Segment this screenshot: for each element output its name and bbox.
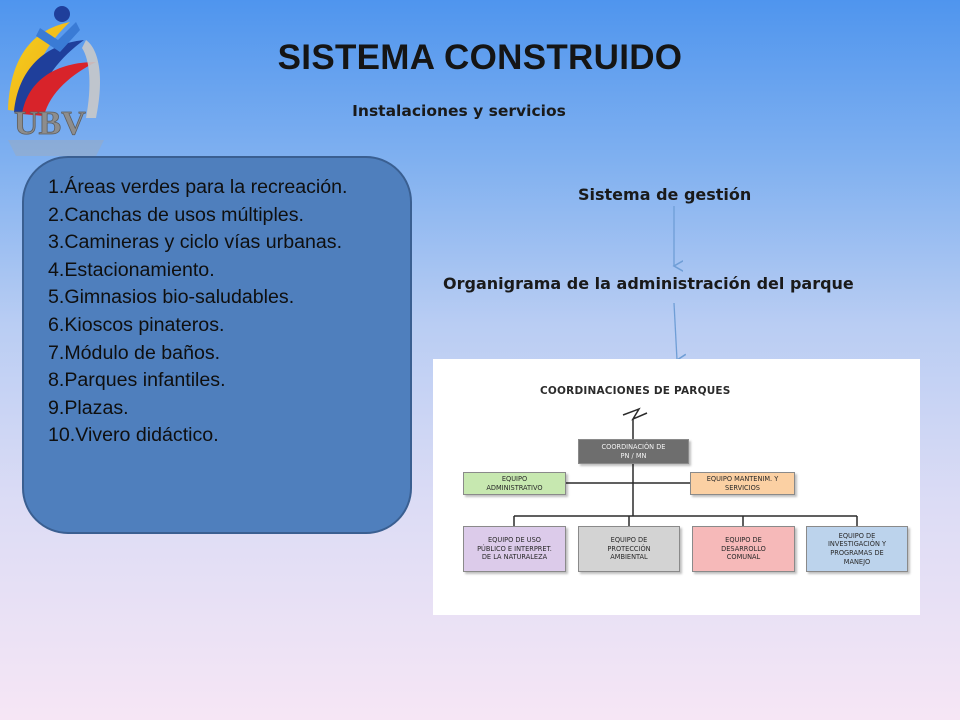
list-item: 1.Áreas verdes para la recreación. xyxy=(48,176,348,198)
list-item: 2.Canchas de usos múltiples. xyxy=(48,203,304,226)
list-item: 7.Módulo de baños. xyxy=(48,341,221,364)
arrow-down-icon xyxy=(674,303,677,360)
org-chart-image xyxy=(433,359,920,615)
org-box-label: EQUIPO DE INVESTIGACIÓN Y PROGRAMAS DE MANEJO xyxy=(827,531,886,566)
org-box-label: EQUIPO DE USO PÚBLICO E INTERPRET. DE LA NATURALEZA xyxy=(477,536,552,562)
list-item: 6.Kioscos pinateros. xyxy=(48,313,225,336)
org-box-public-use xyxy=(463,526,566,572)
org-box-administrative xyxy=(463,472,566,495)
list-item: 8.Parques infantiles. xyxy=(48,369,226,392)
logo-text: UBV xyxy=(14,105,86,142)
org-box-label: EQUIPO DE DESARROLLO COMUNAL xyxy=(721,536,766,562)
org-box-label: EQUIPO ADMINISTRATIVO xyxy=(486,474,543,492)
org-box-coordination xyxy=(578,439,689,464)
facilities-list-box xyxy=(22,156,412,534)
list-item: 3.Camineras y ciclo vías urbanas. xyxy=(48,231,343,254)
org-box-maintenance xyxy=(690,472,795,495)
list-item: 10.Vivero didáctico. xyxy=(48,424,219,447)
management-system-label: Sistema de gestión xyxy=(578,185,752,204)
org-box-label: COORDINACIÓN DE PN / MN xyxy=(601,442,666,460)
org-box-environmental-protection xyxy=(578,526,680,572)
org-box-label: EQUIPO MANTENIM. Y SERVICIOS xyxy=(706,474,779,492)
list-item: 5.Gimnasios bio-saludables. xyxy=(48,286,295,309)
list-item: 9.Plazas. xyxy=(48,396,129,419)
org-chart-label: Organigrama de la administración del parque xyxy=(443,274,854,293)
ubv-logo xyxy=(0,0,118,160)
facilities-list xyxy=(48,174,390,450)
org-box-research xyxy=(806,526,908,572)
page-title: SISTEMA CONSTRUIDO xyxy=(277,38,683,77)
org-box-label: EQUIPO DE PROTECCIÓN AMBIENTAL xyxy=(607,536,651,562)
org-chart-title: COORDINACIONES DE PARQUES xyxy=(540,385,731,397)
page-subtitle: Instalaciones y servicios xyxy=(352,102,566,120)
list-item: 4.Estacionamiento. xyxy=(48,258,215,281)
org-box-community-development xyxy=(692,526,795,572)
